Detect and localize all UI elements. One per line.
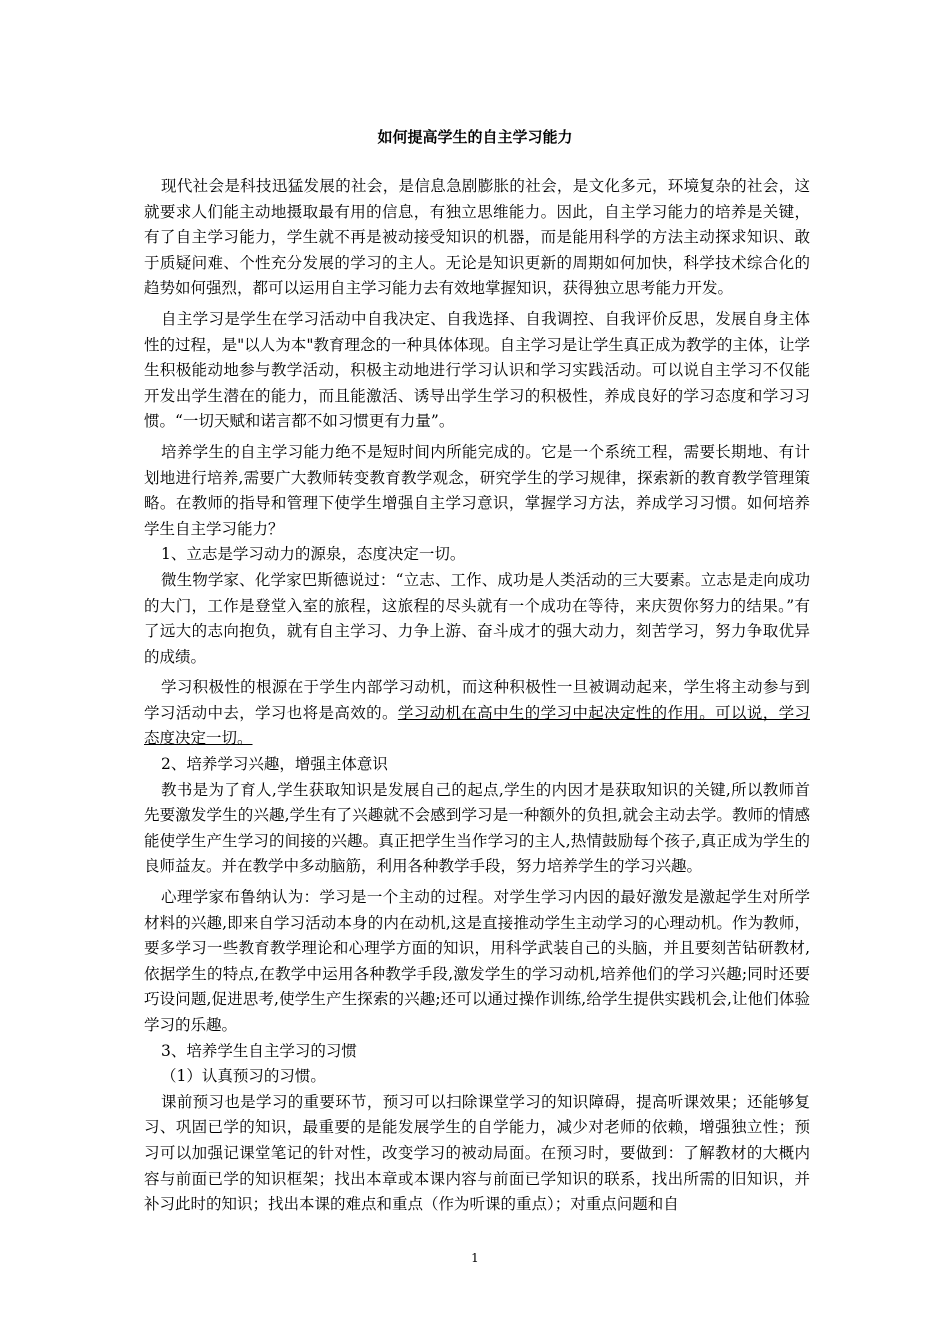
section-heading-1: 1、立志是学习动力的源泉，态度决定一切。 xyxy=(161,545,466,564)
section-heading-2: 2、培养学习兴趣，增强主体意识 xyxy=(161,755,388,774)
paragraph-autonomous-learning: 自主学习是学生在学习活动中自我决定、自我选择、自我调控、自我评价反思，发展自身主体性的过程，是"以人为本"教育理念的一种具体体现。自主学习是让学生真正成为教学的主体，让学生积极能动地参与教学活动，积极主动地进行学习认识和学习实践活动。可以说自主学习不仅能开发出学生潜在的能力，而且能激活、诱导出学生学习的积极性，养成良好的学习态度和学习习惯。“一切天赋和诺言都不如习惯更有力量”。 xyxy=(144,309,810,431)
paragraph-pasteur-quote: 微生物学家、化学家巴斯德说过：“立志、工作、成功是人类活动的三大要素。立志是走向成功的大门，工作是登堂入室的旅程，这旅程的尽头就有一个成功在等待，来庆贺你努力的结果。”有了远大的志向抱负，就有自主学习、力争上游、奋斗成才的强大动力，刻苦学习，努力争取优异的成绩。 xyxy=(144,570,810,666)
paragraph-motivation xyxy=(144,675,810,752)
document-title: 如何提高学生的自主学习能力 xyxy=(377,128,573,146)
section-heading-3: 3、培养学生自主学习的习惯 xyxy=(161,1041,357,1060)
paragraph-bruner: 心理学家布鲁纳认为：学习是一个主动的过程。对学生学习内因的最好激发是激起学生对所学材料的兴趣,即来自学习活动本身的内在动机,这是直接推动学生主动学习的心理动机。作为教师，要多学习一些教育教学理论和心理学方面的知识，用科学武装自己的头脑，并且要刻苦钻研教材,依据学生的特点,在教学中运用各种教学手段,激发学生的学习动机,培养他们的学习兴趣;同时还要巧设问题,促进思考,使学生产生探索的兴趣;还可以通过操作训练,给学生提供实践机会,让他们体验学习的乐趣。 xyxy=(144,888,810,1034)
page-number: 1 xyxy=(471,1251,479,1265)
paragraph-long-term-training: 培养学生的自主学习能力绝不是短时间内所能完成的。它是一个系统工程，需要长期地、有计划地进行培养,需要广大教师转变教育教学观念，研究学生的学习规律，探索新的教育教学管理策略。在教师的指导和管理下使学生增强自主学习意识，掌握学习方法，养成学习习惯。如何培养学生自主学习能力？ xyxy=(144,442,810,538)
paragraph-teacher-interest: 教书是为了育人,学生获取知识是发展自己的起点,学生的内因才是获取知识的关键,所以教师首先要激发学生的兴趣,学生有了兴趣就不会感到学习是一种额外的负担,就会主动去学。教师的情感能使学生产生学习的间接的兴趣。真正把学生当作学习的主人,热情鼓励每个孩子,真正成为学生的良师益友。并在教学中多动脑筋，利用各种教学手段，努力培养学生的学习兴趣。 xyxy=(144,780,810,876)
underlined-motivation-text: 学习动机在高中生的学习中起决定性的作用。可以说，学习态度决定一切。 xyxy=(144,703,810,748)
document-body xyxy=(144,174,810,1218)
motivation-text: 学习积极性的根源在于学生内部学习动机，而这种积极性一旦被调动起来，学生将主动参与到学习活动中去，学习也将是高效的。 xyxy=(144,678,810,722)
paragraph-intro: 现代社会是科技迅猛发展的社会，是信息急剧膨胀的社会，是文化多元，环境复杂的社会，这就要求人们能主动地摄取最有用的信息，有独立思维能力。因此，自主学习能力的培养是关键，有了自主学习能力，学生就不再是被动接受知识的机器，而是能用科学的方法主动探求知识、敢于质疑问难、个性充分发展的学习的主人。无论是知识更新的周期如何加快，科学技术综合化的趋势如何强烈，都可以运用自主学习能力去有效地掌握知识，获得独立思考能力开发。 xyxy=(144,177,810,298)
subsection-heading-preview: （1）认真预习的习惯。 xyxy=(161,1067,326,1086)
paragraph-preview-habit: 课前预习也是学习的重要环节，预习可以扫除课堂学习的知识障碍，提高听课效果；还能够复习、巩固已学的知识，最重要的是能发展学生的自学能力，减少对老师的依赖，增强独立性；预习可以加强记课堂笔记的针对性，改变学习的被动局面。在预习时，要做到：了解教材的大概内容与前面已学的知识框架；找出本章或本课内容与前面已学知识的联系，找出所需的旧知识，并补习此时的知识；找出本课的难点和重点（作为听课的重点）；对重点问题和自 xyxy=(144,1092,810,1214)
